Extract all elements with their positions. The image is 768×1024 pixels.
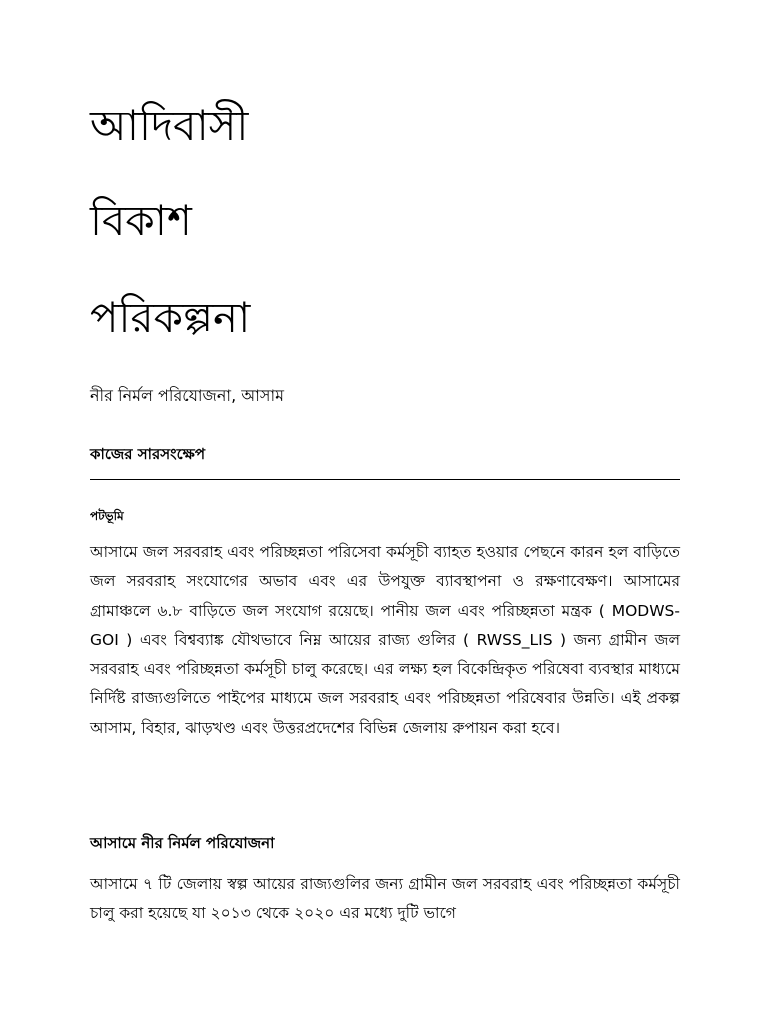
subheading-background: পটভূমি bbox=[90, 509, 124, 523]
paragraph-assam-project: আসামে ৭ টি জেলায় স্বল্প আয়ের রাজ্যগুলির জন্য গ্রামীন জল সরবরাহ এবং পরিচ্ছন্নতা কর্মসূচী চালু করা হয়েছে যা ২০১৩ থেকে ২০২০ এর মধ্যে দুটি ভাগে bbox=[90, 875, 680, 923]
title-line-1: আদিবাসী bbox=[90, 101, 249, 150]
title-line-3: পরিকল্পনা bbox=[90, 293, 251, 342]
document-subtitle: নীর নির্মল পরিযোজনা, আসাম bbox=[90, 386, 284, 405]
section-heading-assam-project: আসামে নীর নির্মল পরিযোজনা bbox=[90, 834, 275, 852]
title-line-2: বিকাশ bbox=[90, 196, 192, 245]
paragraph-background: আসামে জল সরবরাহ এবং পরিচ্ছন্নতা পরিসেবা কর্মসূচী ব্যাহত হওয়ার পেছনে কারন হল বাড়িতে জল সরবরাহ সংযোগের অভাব এবং এর উপযুক্ত ব্যাবস্থাপনা ও রক্ষণাবেক্ষণ। আসামের গ্রামাঞ্চলে ৬.৮ বাড়িতে জল সংযোগ রয়েছে। পানীয় জল এবং পরিচ্ছন্নতা মন্ত্রক ( MODWS-GOI ) এবং বিশ্বব্যাঙ্ক যৌথভাবে নিম্ন আয়ের রাজ্য গুলির ( RWSS_LIS ) জন্য গ্রামীন জল সরবরাহ এবং পরিচ্ছন্নতা কর্মসূচী চালু করেছে। এর লক্ষ্য হল বিকেন্দ্রিকৃত পরিষেবা ব্যবস্থার মাধ্যমে নির্দিষ্ট রাজ্যগুলিতে পাইপের মাধ্যমে জল সরবরাহ এবং পরিচ্ছন্নতা পরিষেবার উন্নতি। এই প্রকল্প আসাম, বিহার, ঝাড়খণ্ড এবং উত্তরপ্রদেশের বিভিন্ন জেলায় রুপায়ন করা হবে। bbox=[90, 543, 680, 737]
section-heading-summary: কাজের সারসংক্ষেপ bbox=[90, 443, 680, 480]
